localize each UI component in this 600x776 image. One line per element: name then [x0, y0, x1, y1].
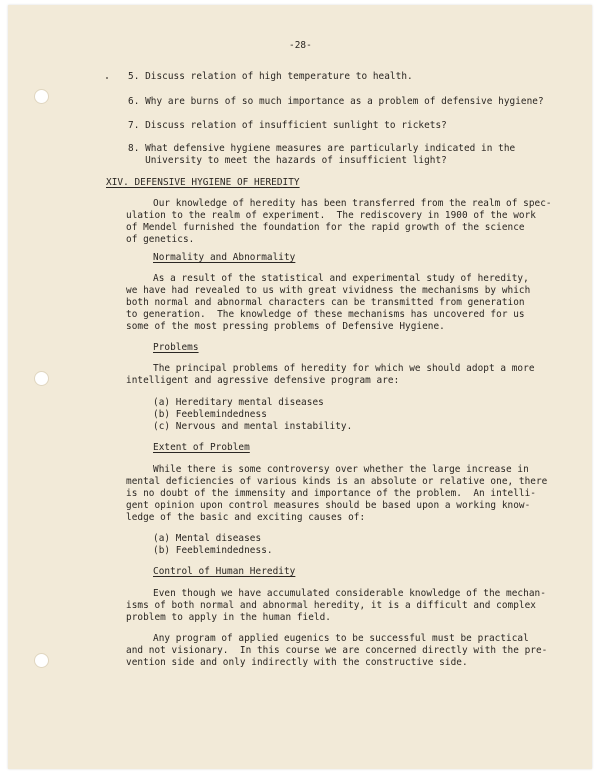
question-7: 7. Discuss relation of insufficient sunlight to rickets?: [128, 120, 447, 131]
extent-line-3: is no doubt of the immensity and importance of the problem. An intelli-: [126, 488, 536, 499]
problems-line-1: The principal problems of heredity for which we should adopt a more: [153, 363, 535, 374]
control-p1-line-1: Even though we have accumulated considerable knowledge of the mechan-: [153, 588, 546, 599]
normality-line-5: some of the most pressing problems of Defensive Hygiene.: [126, 321, 445, 332]
question-5: 5. Discuss relation of high temperature to health.: [128, 71, 413, 82]
problems-heading: Problems: [153, 342, 199, 353]
problems-item-c: (c) Nervous and mental instability.: [153, 421, 353, 432]
punch-hole-bottom: [34, 653, 49, 668]
control-heading: Control of Human Heredity: [153, 566, 296, 577]
question-8-line-1: 8. What defensive hygiene measures are particularly indicated in the: [128, 143, 516, 154]
intro-line-3: of Mendel furnished the foundation for the rapid growth of the science: [126, 222, 525, 233]
intro-line-2: ulation to the realm of experiment. The rediscovery in 1900 of the work: [126, 210, 536, 221]
page-number: -28-: [289, 40, 312, 51]
problems-item-b: (b) Feeblemindedness: [153, 409, 267, 420]
control-p2-line-2: and not visionary. In this course we are concerned directly with the pre-: [126, 645, 548, 656]
extent-line-2: mental deficiencies of various kinds is an absolute or relative one, there: [126, 476, 548, 487]
normality-line-1: As a result of the statistical and experimental study of heredity,: [153, 273, 529, 284]
control-p1-line-3: problem to apply in the human field.: [126, 612, 331, 623]
control-p2-line-1: Any program of applied eugenics to be successful must be practical: [153, 633, 529, 644]
punch-hole-middle: [34, 371, 49, 386]
normality-line-4: to generation. The knowledge of these mechanisms has uncovered for us: [126, 309, 525, 320]
extent-item-a: (a) Mental diseases: [153, 533, 262, 544]
punch-hole-top: [34, 89, 49, 104]
problems-line-2: intelligent and agressive defensive program are:: [126, 375, 400, 386]
extent-line-1: While there is some controversy over whether the large increase in: [153, 464, 529, 475]
normality-heading: Normality and Abnormality: [153, 252, 296, 263]
question-6: 6. Why are burns of so much importance as a problem of defensive hygiene?: [128, 96, 544, 107]
control-p1-line-2: isms of both normal and abnormal heredity, it is a difficult and complex: [126, 600, 536, 611]
question-8-line-2: University to meet the hazards of insufficient light?: [128, 155, 447, 166]
extent-heading: Extent of Problem: [153, 442, 250, 453]
ink-mark: [106, 77, 108, 79]
control-p2-line-3: vention side and only indirectly with the constructive side.: [126, 657, 468, 668]
extent-line-5: ledge of the basic and exciting causes of:: [126, 512, 366, 523]
intro-line-1: Our knowledge of heredity has been transferred from the realm of spec-: [153, 198, 552, 209]
extent-item-b: (b) Feeblemindedness.: [153, 545, 273, 556]
extent-line-4: gent opinion upon control measures should be based upon a working know-: [126, 500, 531, 511]
normality-line-2: we have had revealed to us with great vividness the mechanisms by which: [126, 285, 531, 296]
intro-line-4: of genetics.: [126, 234, 195, 245]
problems-item-a: (a) Hereditary mental diseases: [153, 397, 324, 408]
section-heading: XIV. DEFENSIVE HYGIENE OF HEREDITY: [106, 177, 300, 188]
normality-line-3: both normal and abnormal characters can be transmitted from generation: [126, 297, 525, 308]
